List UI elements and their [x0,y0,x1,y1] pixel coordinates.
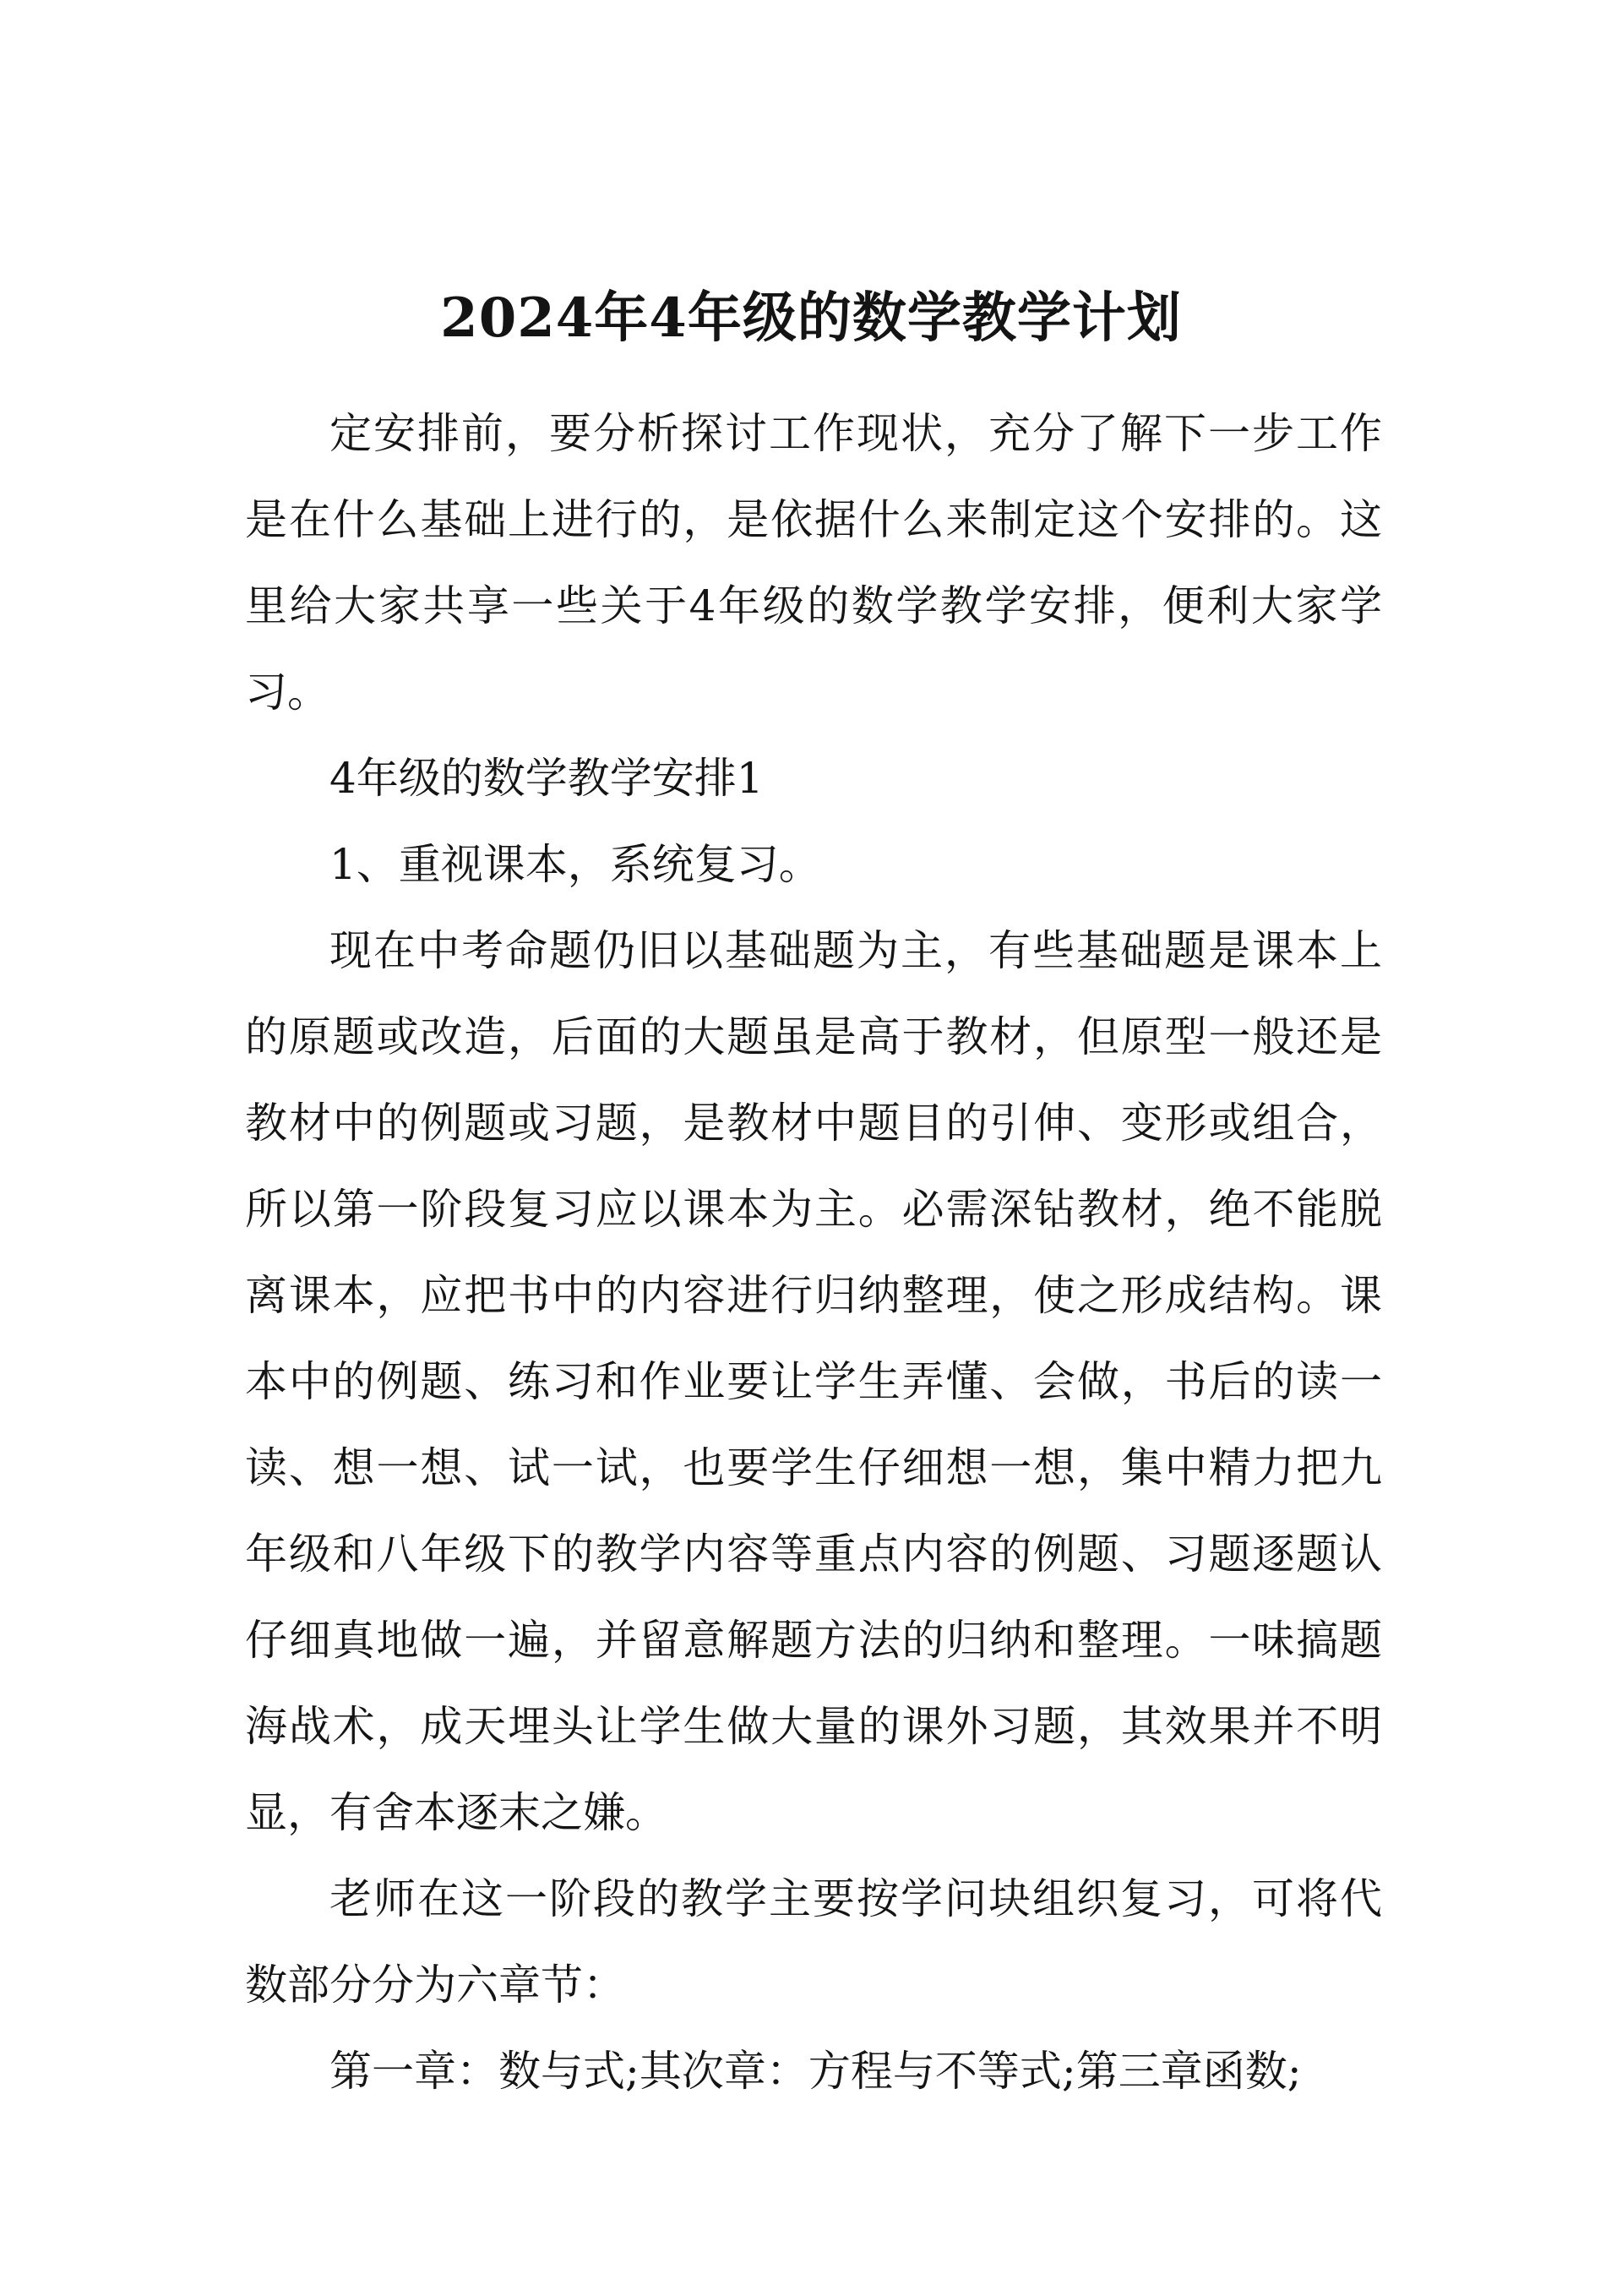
teacher-paragraph: 老师在这一阶段的教学主要按学问块组织复习，可将代数部分分为六章节： [245,1874,1382,2010]
review-paragraph: 现在中考命题仍旧以基础题为主，有些基础题是课本上的原题或改造，后面的大题虽是高于教材，但原型一般还是教材中的例题或习题，是教材中题目的引伸、变形或组合，所以第一阶段复习应以课本为主。必需深钻教材，绝不能脱离课本，应把书中的内容进行归纳整理，使之形成结构。课本中的例题、练习和作业要让学生弄懂、会做，书后的读一读、想一想、试一试，也要学生仔细想一想，集中精力把九年级和八年级下的教学内容等重点内容的例题、习题逐题认仔细真地做一遍，并留意解题方法的归纳和整理。一味搞题海战术，成天埋头让学生做大量的课外习题，其效果并不明显，有舍本逐末之嫌。 [245,926,1382,1837]
item-1-heading: 1、重视课本，系统复习。 [329,840,821,889]
document-title: 2024年4年级的数学教学计划 [440,286,1182,350]
section-heading: 4年级的数学教学安排1 [329,754,764,803]
chapter-list-paragraph: 第一章：数与式;其次章：方程与不等式;第三章函数; [329,2047,1302,2096]
intro-paragraph: 定安排前，要分析探讨工作现状，充分了解下一步工作是在什么基础上进行的，是依据什么来制定这个安排的。这里给大家共享一些关于4年级的数学教学安排，便利大家学习。 [245,409,1382,717]
